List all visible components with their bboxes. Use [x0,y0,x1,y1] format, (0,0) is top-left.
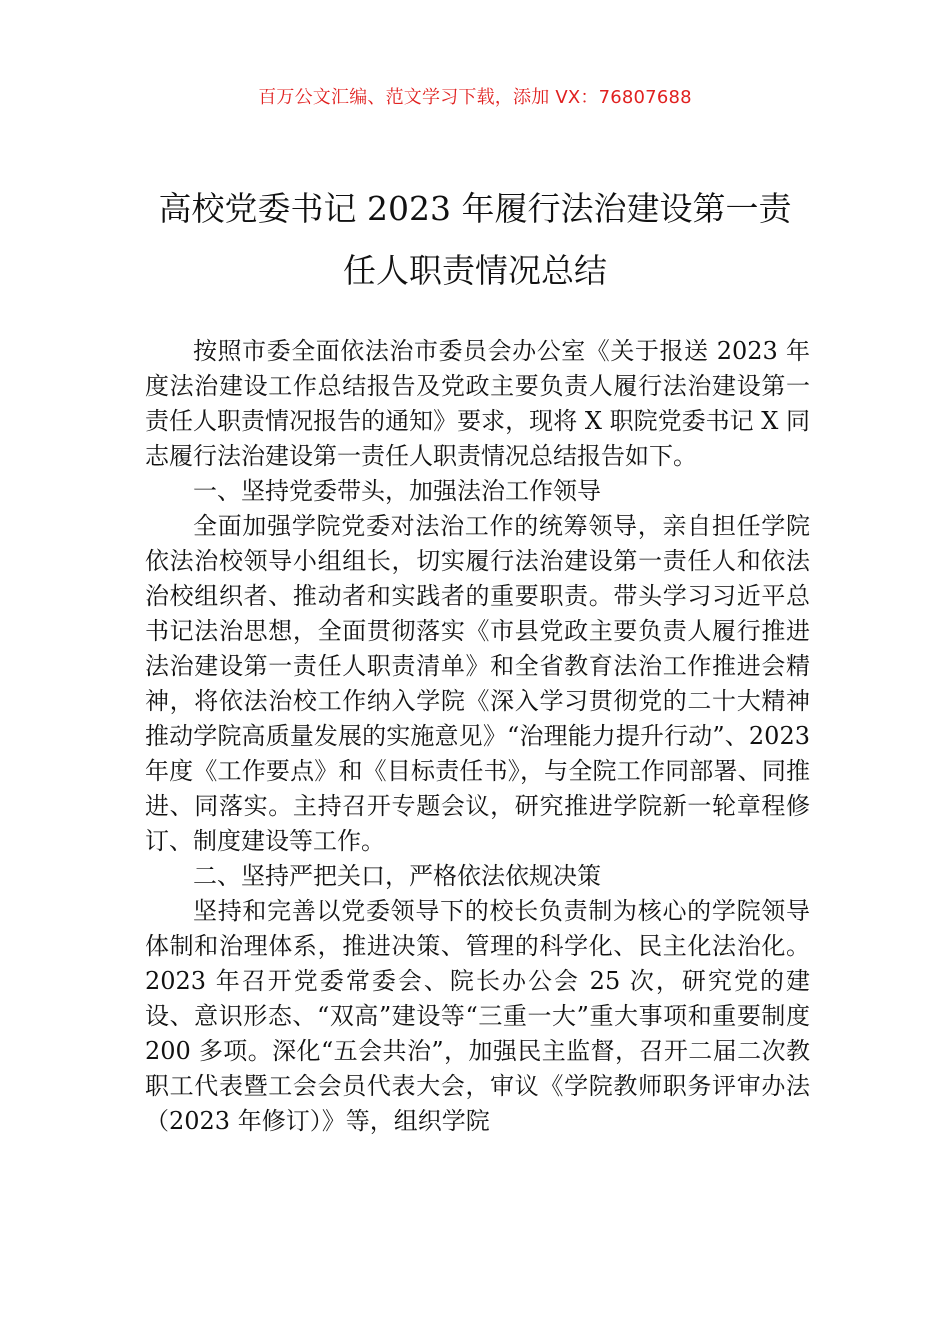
title-line-2: 任人职责情况总结 [343,251,607,290]
header-promo-note: 百万公文汇编、范文学习下载，添加 VX：76807688 [258,87,692,108]
intro-paragraph: 按照市委全面依法治市委员会办公室《关于报送 2023 年度法治建设工作总结报告及党政主要负责人履行法治建设第一责任人职责情况报告的通知》要求，现将 X 职院党委书记 X 同志履行法治建设第一责任人职责情况总结报告如下。 [145,337,810,470]
section-1-paragraph: 全面加强学院党委对法治工作的统筹领导，亲自担任学院依法治校领导小组组长，切实履行法治建设第一责任人和依法治校组织者、推动者和实践者的重要职责。带头学习习近平总书记法治思想，全面贯彻落实《市县党政主要负责人履行推进法治建设第一责任人职责清单》和全省教育法治工作推进会精神，将依法治校工作纳入学院《深入学习贯彻党的二十大精神推动学院高质量发展的实施意见》“治理能力提升行动”、2023 年度《工作要点》和《目标责任书》，与全院工作同部署、同推进、同落实。主持召开专题会议，研究推进学院新一轮章程修订、制度建设等工作。 [145,512,810,855]
section-heading-1: 一、坚持党委带头，加强法治工作领导 [193,477,601,505]
title-line-1: 高校党委书记 2023 年履行法治建设第一责 [158,189,792,228]
section-2-paragraph: 坚持和完善以党委领导下的校长负责制为核心的学院领导体制和治理体系，推进决策、管理的科学化、民主化法治化。2023 年召开党委常委会、院长办公会 25 次，研究党的建设、意识形态、“双高”建设等“三重一大”重大事项和重要制度 200 多项。深化“五会共治”，加强民主监督，召开二届二次教职工代表暨工会会员代表大会，审议《学院教师职务评审办法（2023 年修订）》等，组织学院 [145,897,810,1135]
document-title [120,178,830,302]
section-heading-2: 二、坚持严把关口，严格依法依规决策 [193,862,601,890]
document-body [145,334,810,1139]
